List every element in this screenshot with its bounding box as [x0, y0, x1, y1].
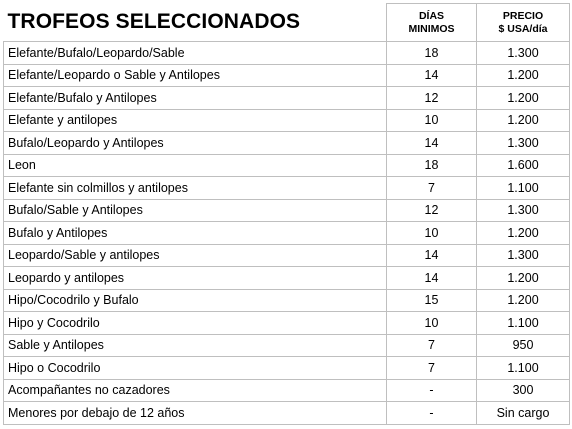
trophy-cell: Elefante y antilopes: [4, 109, 387, 132]
days-cell: 12: [387, 87, 477, 110]
price-cell: 1.600: [477, 154, 570, 177]
days-cell: 10: [387, 312, 477, 335]
price-cell: 300: [477, 379, 570, 402]
table-row: [4, 177, 570, 200]
price-cell: 1.200: [477, 109, 570, 132]
trophy-cell: Bufalo/Sable y Antilopes: [4, 199, 387, 222]
price-cell: 1.100: [477, 177, 570, 200]
trophy-cell: Sable y Antilopes: [4, 334, 387, 357]
table-row: [4, 267, 570, 290]
trophy-cell: Hipo y Cocodrilo: [4, 312, 387, 335]
table-row: [4, 244, 570, 267]
table-row: [4, 402, 570, 425]
price-column-header: [477, 4, 570, 42]
price-cell: 1.300: [477, 132, 570, 155]
table-row: [4, 64, 570, 87]
trophy-cell: Leopardo/Sable y antilopes: [4, 244, 387, 267]
days-cell: 12: [387, 199, 477, 222]
price-cell: 1.100: [477, 312, 570, 335]
table-row: [4, 222, 570, 245]
trophy-cell: Elefante sin colmillos y antilopes: [4, 177, 387, 200]
trophy-price-table: [3, 3, 570, 425]
price-cell: 1.100: [477, 357, 570, 380]
days-cell: 18: [387, 154, 477, 177]
price-header-line2: $ USA/día: [498, 22, 548, 35]
days-cell: 15: [387, 289, 477, 312]
table-row: [4, 42, 570, 65]
table-row: [4, 312, 570, 335]
price-cell: 1.200: [477, 87, 570, 110]
days-cell: 18: [387, 42, 477, 65]
days-cell: 7: [387, 357, 477, 380]
days-cell: -: [387, 379, 477, 402]
price-cell: 1.200: [477, 267, 570, 290]
trophy-cell: Bufalo/Leopardo y Antilopes: [4, 132, 387, 155]
table-title: TROFEOS SELECCIONADOS: [4, 4, 387, 42]
days-cell: 14: [387, 132, 477, 155]
days-header-line1: DÍAS: [418, 9, 445, 22]
price-cell: 1.300: [477, 199, 570, 222]
days-cell: -: [387, 402, 477, 425]
days-cell: 7: [387, 177, 477, 200]
price-cell: 1.300: [477, 42, 570, 65]
price-cell: Sin cargo: [477, 402, 570, 425]
trophy-cell: Leopardo y antilopes: [4, 267, 387, 290]
price-cell: 1.200: [477, 289, 570, 312]
price-cell: 1.300: [477, 244, 570, 267]
table-row: [4, 289, 570, 312]
table-row: [4, 87, 570, 110]
table-row: [4, 154, 570, 177]
trophy-cell: Acompañantes no cazadores: [4, 379, 387, 402]
price-cell: 1.200: [477, 64, 570, 87]
price-cell: 950: [477, 334, 570, 357]
days-cell: 10: [387, 109, 477, 132]
table-row: [4, 132, 570, 155]
table-row: [4, 334, 570, 357]
trophy-cell: Bufalo y Antilopes: [4, 222, 387, 245]
days-cell: 14: [387, 244, 477, 267]
price-cell: 1.200: [477, 222, 570, 245]
trophy-cell: Elefante/Bufalo y Antilopes: [4, 87, 387, 110]
trophy-cell: Hipo/Cocodrilo y Bufalo: [4, 289, 387, 312]
table-row: [4, 109, 570, 132]
days-cell: 14: [387, 64, 477, 87]
trophy-cell: Elefante/Leopardo o Sable y Antilopes: [4, 64, 387, 87]
price-header-line1: PRECIO: [502, 9, 544, 22]
days-column-header: [387, 4, 477, 42]
days-cell: 7: [387, 334, 477, 357]
days-cell: 14: [387, 267, 477, 290]
price-sheet: [3, 3, 569, 426]
table-header-row: [4, 4, 570, 42]
table-row: [4, 199, 570, 222]
table-row: [4, 357, 570, 380]
trophy-cell: Hipo o Cocodrilo: [4, 357, 387, 380]
trophy-cell: Leon: [4, 154, 387, 177]
trophy-cell: Elefante/Bufalo/Leopardo/Sable: [4, 42, 387, 65]
days-cell: 10: [387, 222, 477, 245]
days-header-line2: MINIMOS: [408, 22, 455, 35]
trophy-cell: Menores por debajo de 12 años: [4, 402, 387, 425]
table-row: [4, 379, 570, 402]
